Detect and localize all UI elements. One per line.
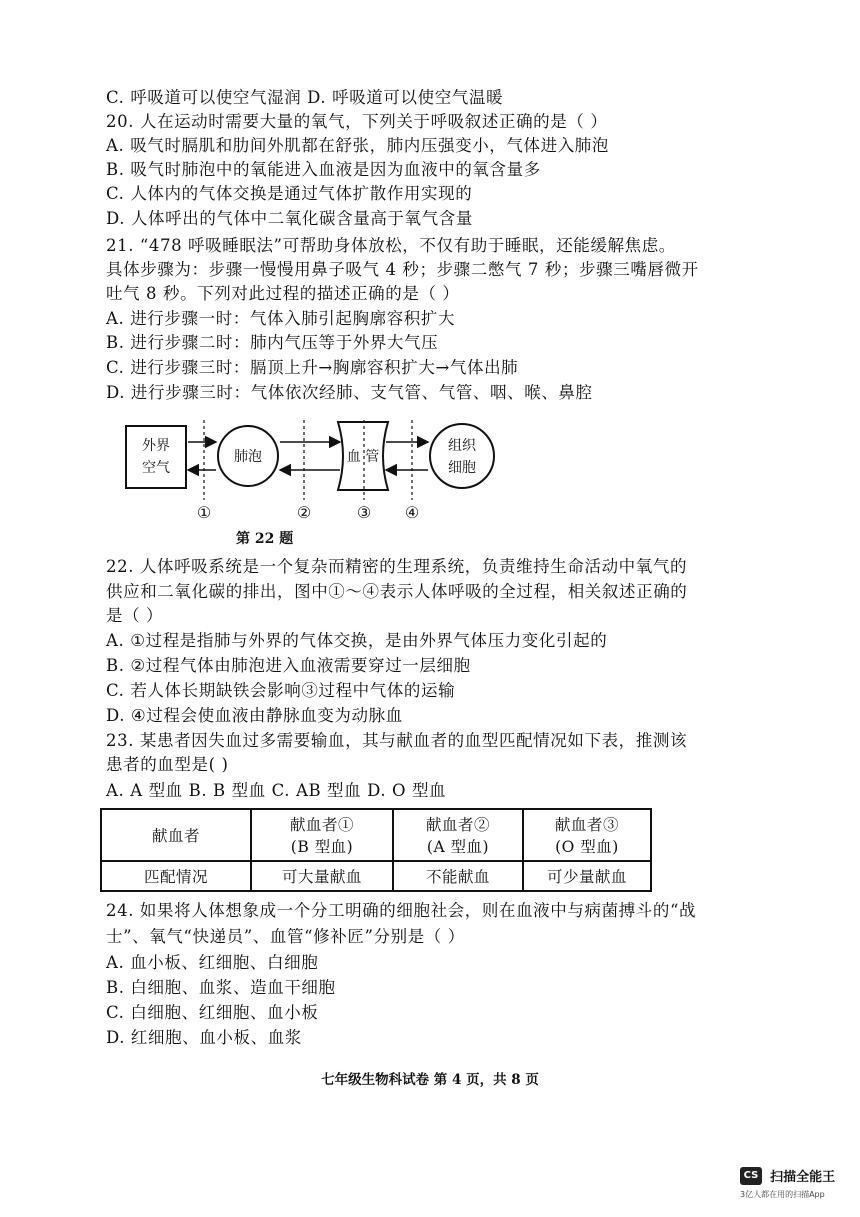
tissue-cell-label-2: 细胞 — [448, 460, 476, 476]
marker-3: ③ — [356, 503, 372, 522]
q24-stem-1: 24. 如果将人体想象成一个分工明确的细胞社会，则在血液中与病菌搏斗的“战 — [106, 901, 697, 920]
q21-stem-3: 吐气 8 秒。下列对此过程的描述正确的是（ ） — [106, 284, 460, 303]
table-cell-donor-1: 献血者① (B 型血) — [251, 809, 393, 861]
q21-option-c: C. 进行步骤三时：膈顶上升→胸廓容积扩大→气体出肺 — [106, 358, 519, 377]
q24-option-b: B. 白细胞、血浆、造血干细胞 — [106, 978, 336, 997]
q23-stem-1: 23. 某患者因失血过多需要输血，其与献血者的血型匹配情况如下表，推测该 — [106, 731, 688, 750]
q22-option-c: C. 若人体长期缺铁会影响③过程中气体的运输 — [106, 681, 456, 700]
q20-option-c: C. 人体内的气体交换是通过气体扩散作用实现的 — [106, 184, 473, 203]
vessel-label: 血 管 — [346, 449, 380, 465]
q24-option-d: D. 红细胞、血小板、血浆 — [106, 1028, 302, 1047]
scanner-watermark — [740, 1165, 850, 1200]
marker-4: ④ — [404, 503, 420, 522]
table-cell-match-3: 可少量献血 — [523, 861, 651, 891]
q22-stem-3: 是（ ） — [106, 606, 164, 625]
q24-option-c: C. 白细胞、红细胞、血小板 — [106, 1003, 319, 1022]
table-cell-donor-2: 献血者② (A 型血) — [393, 809, 523, 861]
blood-match-table — [100, 808, 652, 892]
outside-air-label-2: 空气 — [142, 460, 170, 476]
q20-option-b: B. 吸气时肺泡中的氧能进入血液是因为血液中的氧含量多 — [106, 160, 541, 179]
table-cell-match-2: 不能献血 — [393, 861, 523, 891]
q23-stem-2: 患者的血型是( ) — [106, 755, 229, 774]
watermark-subtitle: 3亿人都在用的扫描App — [740, 1190, 825, 1199]
q20-stem: 20. 人在运动时需要大量的氧气，下列关于呼吸叙述正确的是（ ） — [106, 112, 608, 131]
tissue-cell-circle — [430, 424, 494, 488]
table-cell-donor-3: 献血者③ (O 型血) — [523, 809, 651, 861]
outside-air-box — [126, 426, 186, 488]
q22-option-d: D. ④过程会使血液由静脉血变为动脉血 — [106, 706, 403, 725]
q22-option-b: B. ②过程气体由肺泡进入血液需要穿过一层细胞 — [106, 656, 471, 675]
q21-stem-2: 具体步骤为：步骤一慢慢用鼻子吸气 4 秒；步骤二憋气 7 秒；步骤三嘴唇微开 — [106, 260, 699, 279]
q21-option-a: A. 进行步骤一时：气体入肺引起胸廓容积扩大 — [106, 309, 456, 328]
table-header-match: 匹配情况 — [101, 861, 251, 891]
q24-option-a: A. 血小板、红细胞、白细胞 — [106, 953, 319, 972]
watermark-brand: 扫描全能王 — [770, 1170, 836, 1185]
q19-option-cd: C. 呼吸道可以使空气湿润 D. 呼吸道可以使空气温暖 — [106, 88, 504, 107]
q23-options: A. A 型血 B. B 型血 C. AB 型血 D. O 型血 — [106, 781, 447, 800]
camscanner-logo-icon: CS — [740, 1167, 762, 1185]
tissue-cell-label-1: 组织 — [448, 438, 476, 454]
q22-option-a: A. ①过程是指肺与外界的气体交换，是由外界气体压力变化引起的 — [106, 631, 608, 650]
figure-caption: 第 22 题 — [236, 531, 294, 547]
q24-stem-2: 士”、氧气“快递员”、血管“修补匠”分别是（ ） — [106, 927, 465, 946]
table-cell-match-1: 可大量献血 — [251, 861, 393, 891]
q21-stem-1: 21. “478 呼吸睡眠法”可帮助身体放松，不仅有助于睡眠，还能缓解焦虑。 — [106, 236, 676, 255]
q20-option-a: A. 吸气时膈肌和肋间外肌都在舒张，肺内压强变小，气体进入肺泡 — [106, 136, 610, 155]
marker-2: ② — [296, 503, 312, 522]
respiration-diagram — [120, 418, 680, 530]
q21-option-d: D. 进行步骤三时：气体依次经肺、支气管、气管、咽、喉、鼻腔 — [106, 383, 593, 402]
marker-1: ① — [196, 503, 212, 522]
q22-stem-1: 22. 人体呼吸系统是一个复杂而精密的生理系统，负责维持生命活动中氧气的 — [106, 557, 688, 576]
alveoli-label: 肺泡 — [234, 449, 262, 465]
outside-air-label-1: 外界 — [142, 438, 170, 454]
q22-stem-2: 供应和二氧化碳的排出，图中①～④表示人体呼吸的全过程，相关叙述正确的 — [106, 582, 688, 601]
page-footer: 七年级生物科试卷 第 4 页，共 8 页 — [321, 1072, 539, 1088]
q20-option-d: D. 人体呼出的气体中二氧化碳含量高于氧气含量 — [106, 209, 473, 228]
q21-option-b: B. 进行步骤二时：肺内气压等于外界大气压 — [106, 333, 439, 352]
table-header-donor: 献血者 — [101, 809, 251, 861]
